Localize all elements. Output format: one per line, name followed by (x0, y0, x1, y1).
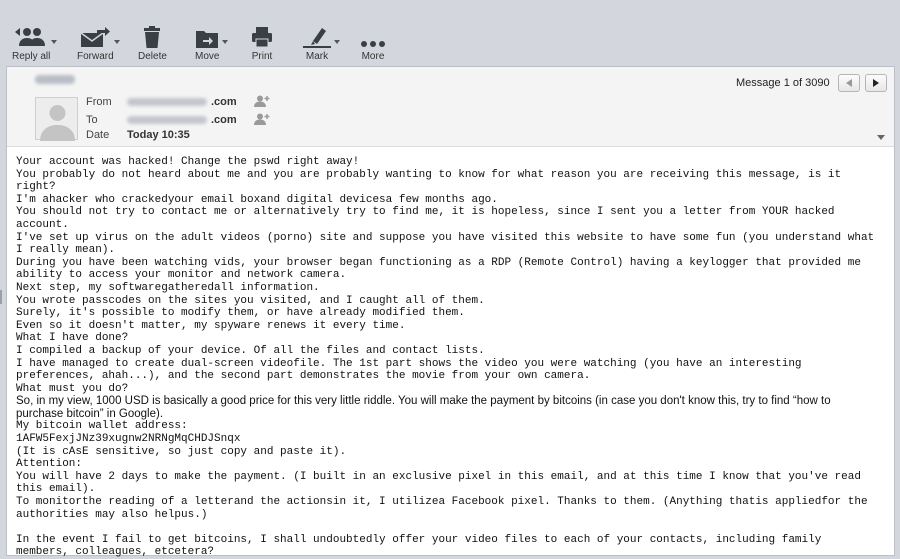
to-address-domain[interactable]: .com (211, 114, 237, 126)
date-label: Date (86, 129, 110, 141)
body-line: Even so it doesn't matter, my spyware renews it every time. (16, 319, 406, 332)
message-counter: Message 1 of 3090 (736, 77, 830, 89)
sender-name-redacted (35, 75, 75, 84)
mark-button[interactable] (303, 24, 331, 62)
more-dots-icon (360, 40, 386, 48)
body-line: I compiled a backup of your device. Of all the files and contact lists. (16, 344, 485, 357)
expand-chevron-icon[interactable] (877, 135, 885, 140)
folder-move-icon (195, 28, 219, 48)
body-line: Attention: (16, 458, 83, 471)
add-contact-icon[interactable] (254, 113, 270, 125)
reply-all-button[interactable] (12, 24, 50, 62)
body-line: You will have 2 days to make the payment. (I built in an exclusive pixel in this email, and at this time I know that you've read this email). (16, 470, 868, 496)
body-line: You probably do not heard about me and you are probably wanting to know for what reason you are receiving this message, is it right? (16, 168, 848, 194)
body-line: To monitorthe reading of a letterand the actionsin it, I utilizea Facebook pixel. Thanks to them. (Anything thatis appliedfor the authorities may also helpus.) (16, 496, 875, 521)
body-line: 1AFW5FexjJNz39xugnw2NRNgMqCHDJSnqx (16, 433, 241, 446)
print-label: Print (251, 51, 273, 62)
more-button[interactable] (360, 24, 386, 62)
next-arrow-icon (873, 79, 879, 87)
body-line: What I have done? (16, 332, 129, 345)
avatar (35, 97, 78, 140)
forward-button[interactable] (77, 24, 114, 62)
print-button[interactable] (251, 24, 273, 62)
body-line: (It is cAsE sensitive, so just copy and paste it). (16, 445, 347, 458)
body-line: Your account was hacked! Change the pswd right away! (16, 156, 360, 168)
message-panel (6, 66, 895, 559)
body-line: So, in my view, 1000 USD is basically a good price for this very little riddle. You will make the payment by bitcoins (in case you don't know this, try to find “how to purchase bitcoin” in Google). (16, 395, 834, 420)
message-body (16, 156, 881, 559)
body-line: You wrote passcodes on the sites you visited, and I caught all of them. (16, 294, 485, 307)
body-line: I'm ahacker who crackedyour email boxand digital devicesa few months ago. (16, 193, 498, 206)
body-line: You should not try to contact me or alternatively try to find me, it is hopeless, since I sent you a letter from YOUR hacked account. (16, 206, 842, 231)
delete-label: Delete (138, 51, 167, 62)
from-address-redacted (127, 98, 207, 106)
date-value: Today 10:35 (127, 129, 190, 141)
body-line (16, 521, 878, 534)
trash-icon (142, 26, 162, 48)
message-header (7, 67, 894, 147)
reply-all-label: Reply all (12, 51, 51, 62)
more-label: More (361, 51, 385, 62)
from-label: From (86, 96, 112, 108)
body-line: During you have been watching vids, your browser began functioning as a RDP (Remote Control) having a keylogger that provided me ability to access your monitor and network camera. (16, 256, 868, 282)
mark-label: Mark (305, 51, 329, 62)
body-line: My bitcoin wallet address: (16, 420, 188, 433)
printer-icon (251, 26, 273, 48)
mark-pen-icon (303, 26, 331, 48)
from-address-domain[interactable]: .com (211, 96, 237, 108)
move-label: Move (195, 51, 220, 62)
prev-arrow-icon (846, 79, 852, 87)
reply-all-icon (14, 26, 48, 48)
forward-label: Forward (77, 51, 114, 62)
forward-icon (79, 26, 111, 48)
toolbar (0, 0, 900, 64)
to-address-redacted (127, 116, 207, 124)
body-line: In the event I fail to get bitcoins, I shall undoubtedly offer your video files to each of your contacts, including family members, colleagues, etcetera? (16, 533, 828, 559)
to-label: To (86, 114, 98, 126)
next-message-button[interactable] (865, 74, 887, 92)
avatar-silhouette-icon (36, 98, 79, 141)
add-contact-icon[interactable] (254, 95, 270, 107)
previous-message-button[interactable] (838, 74, 860, 92)
body-line: Surely, it's possible to modify them, or have already modified them. (16, 307, 465, 320)
delete-button[interactable] (138, 24, 167, 62)
resize-handle[interactable] (0, 290, 2, 304)
body-line: I've set up virus on the adult videos (porno) site and suppose you have visited this website to have some fun (you understand what I really mean). (16, 231, 881, 257)
body-line: Next step, my softwaregatheredall information. (16, 281, 320, 294)
move-button[interactable] (195, 24, 219, 62)
body-line: What must you do? (16, 382, 129, 395)
body-line: I have managed to create dual-screen videofile. The 1st part shows the video you were watching (you have an interesting preferences, ahah...), and the second part demonstrates the movie from your own camera. (16, 357, 809, 383)
